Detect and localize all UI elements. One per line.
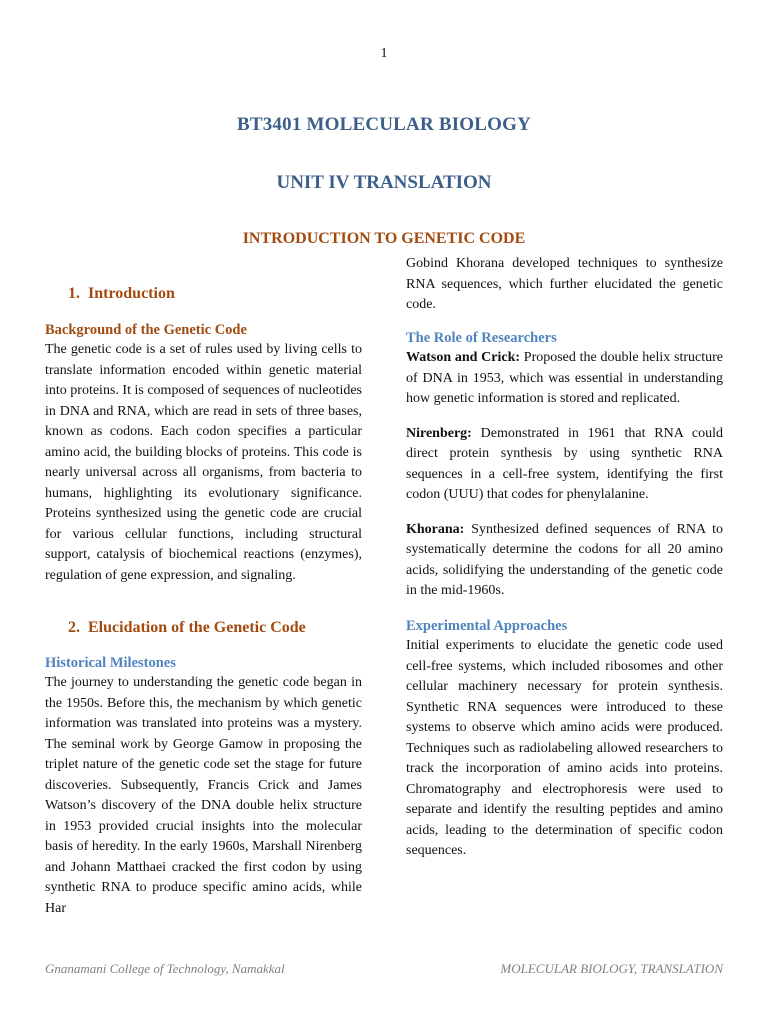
paragraph-experimental-approaches: Initial experiments to elucidate the genetic code used cell-free systems, which included ribosomes and other cellular machinery necessary for protein synthesis. Synthetic RNA sequences were introduced to these systems to observe which amino acids were produced. Techniques such as radiolabeling allowed researchers to track the incorporation of amino acids into proteins. Chromatography and electrophoresis were used to separate and identify the resulting peptides and amino acids, leading to the determination of specific codon sequences. bbox=[406, 638, 723, 858]
subheading-experimental-approaches: Experimental Approaches bbox=[406, 617, 568, 634]
heading-number: 1. bbox=[68, 285, 80, 302]
heading-text: Introduction bbox=[88, 285, 175, 302]
section-title: INTRODUCTION TO GENETIC CODE bbox=[242, 230, 526, 247]
heading-text: Elucidation of the Genetic Code bbox=[88, 619, 306, 636]
paragraph-background: The genetic code is a set of rules used by living cells to translate information encoded within genetic material into proteins. It is composed of sequences of nucleotides in DNA and RNA, which are read in sets of three bases, known as codons. Each codon specifies a particular amino acid, the building blocks of proteins. This code is nearly universal across all organisms, from bacteria to humans, highlighting its evolutionary significance. Proteins synthesized using the genetic code are crucial for various cellular functions, including structural support, catalysis of biochemical reactions (enzymes), regulation of gene expression, and signaling. bbox=[45, 342, 362, 583]
footer-subject: MOLECULAR BIOLOGY, TRANSLATION bbox=[500, 961, 723, 976]
paragraph-khorana bbox=[406, 520, 723, 602]
paragraph-historical-milestones: The journey to understanding the genetic code began in the 1950s. Before this, the mechanism by which genetic information was translated into proteins was a mystery. The seminal work by George Gamow in proposing the triplet nature of the genetic code set the stage for future discoveries. Subsequently, Francis Crick and James Watson’s discovery of the DNA double helix structure in 1953 provided crucial insights into the molecular basis of heredity. In the early 1960s, Marshall Nirenberg and Johann Matthaei cracked the first codon by using synthetic RNA to produce specific amino acids, while Har bbox=[45, 675, 362, 916]
paragraph-nirenberg bbox=[406, 424, 723, 506]
label-khorana: Khorana: bbox=[406, 521, 465, 537]
label-watson-crick: Watson and Crick: bbox=[406, 350, 521, 365]
right-column bbox=[406, 254, 723, 862]
text-khorana: Synthesized defined sequences of RNA to systematically determine the codons for all 20 amino acids, solidifying the understanding of the genetic code in the mid-1960s. bbox=[406, 521, 723, 598]
page-number: 1 bbox=[380, 46, 388, 61]
subheading-background: Background of the Genetic Code bbox=[45, 321, 247, 338]
text-watson-crick: Proposed the double helix structure of DNA in 1953, which was essential in understanding how genetic information is stored and replicated. bbox=[406, 350, 723, 406]
heading-elucidation bbox=[45, 618, 362, 639]
unit-title: UNIT IV TRANSLATION bbox=[276, 172, 492, 193]
heading-number: 2. bbox=[68, 619, 80, 636]
left-column bbox=[45, 284, 362, 919]
heading-introduction bbox=[45, 284, 362, 305]
paragraph-watson-crick bbox=[406, 348, 723, 410]
label-nirenberg: Nirenberg: bbox=[406, 425, 472, 441]
subheading-historical-milestones: Historical Milestones bbox=[45, 654, 176, 671]
course-title: BT3401 MOLECULAR BIOLOGY bbox=[236, 114, 532, 135]
subheading-role-of-researchers: The Role of Researchers bbox=[406, 329, 557, 346]
paragraph-continued: Gobind Khorana developed techniques to synthesize RNA sequences, which further elucidated the genetic code. bbox=[406, 256, 723, 312]
footer-institution: Gnanamani College of Technology, Namakkal bbox=[45, 961, 285, 976]
text-nirenberg: Demonstrated in 1961 that RNA could direct protein synthesis by using synthetic RNA sequences in a cell-free system, identifying the first codon (UUU) that codes for phenylalanine. bbox=[406, 425, 723, 502]
